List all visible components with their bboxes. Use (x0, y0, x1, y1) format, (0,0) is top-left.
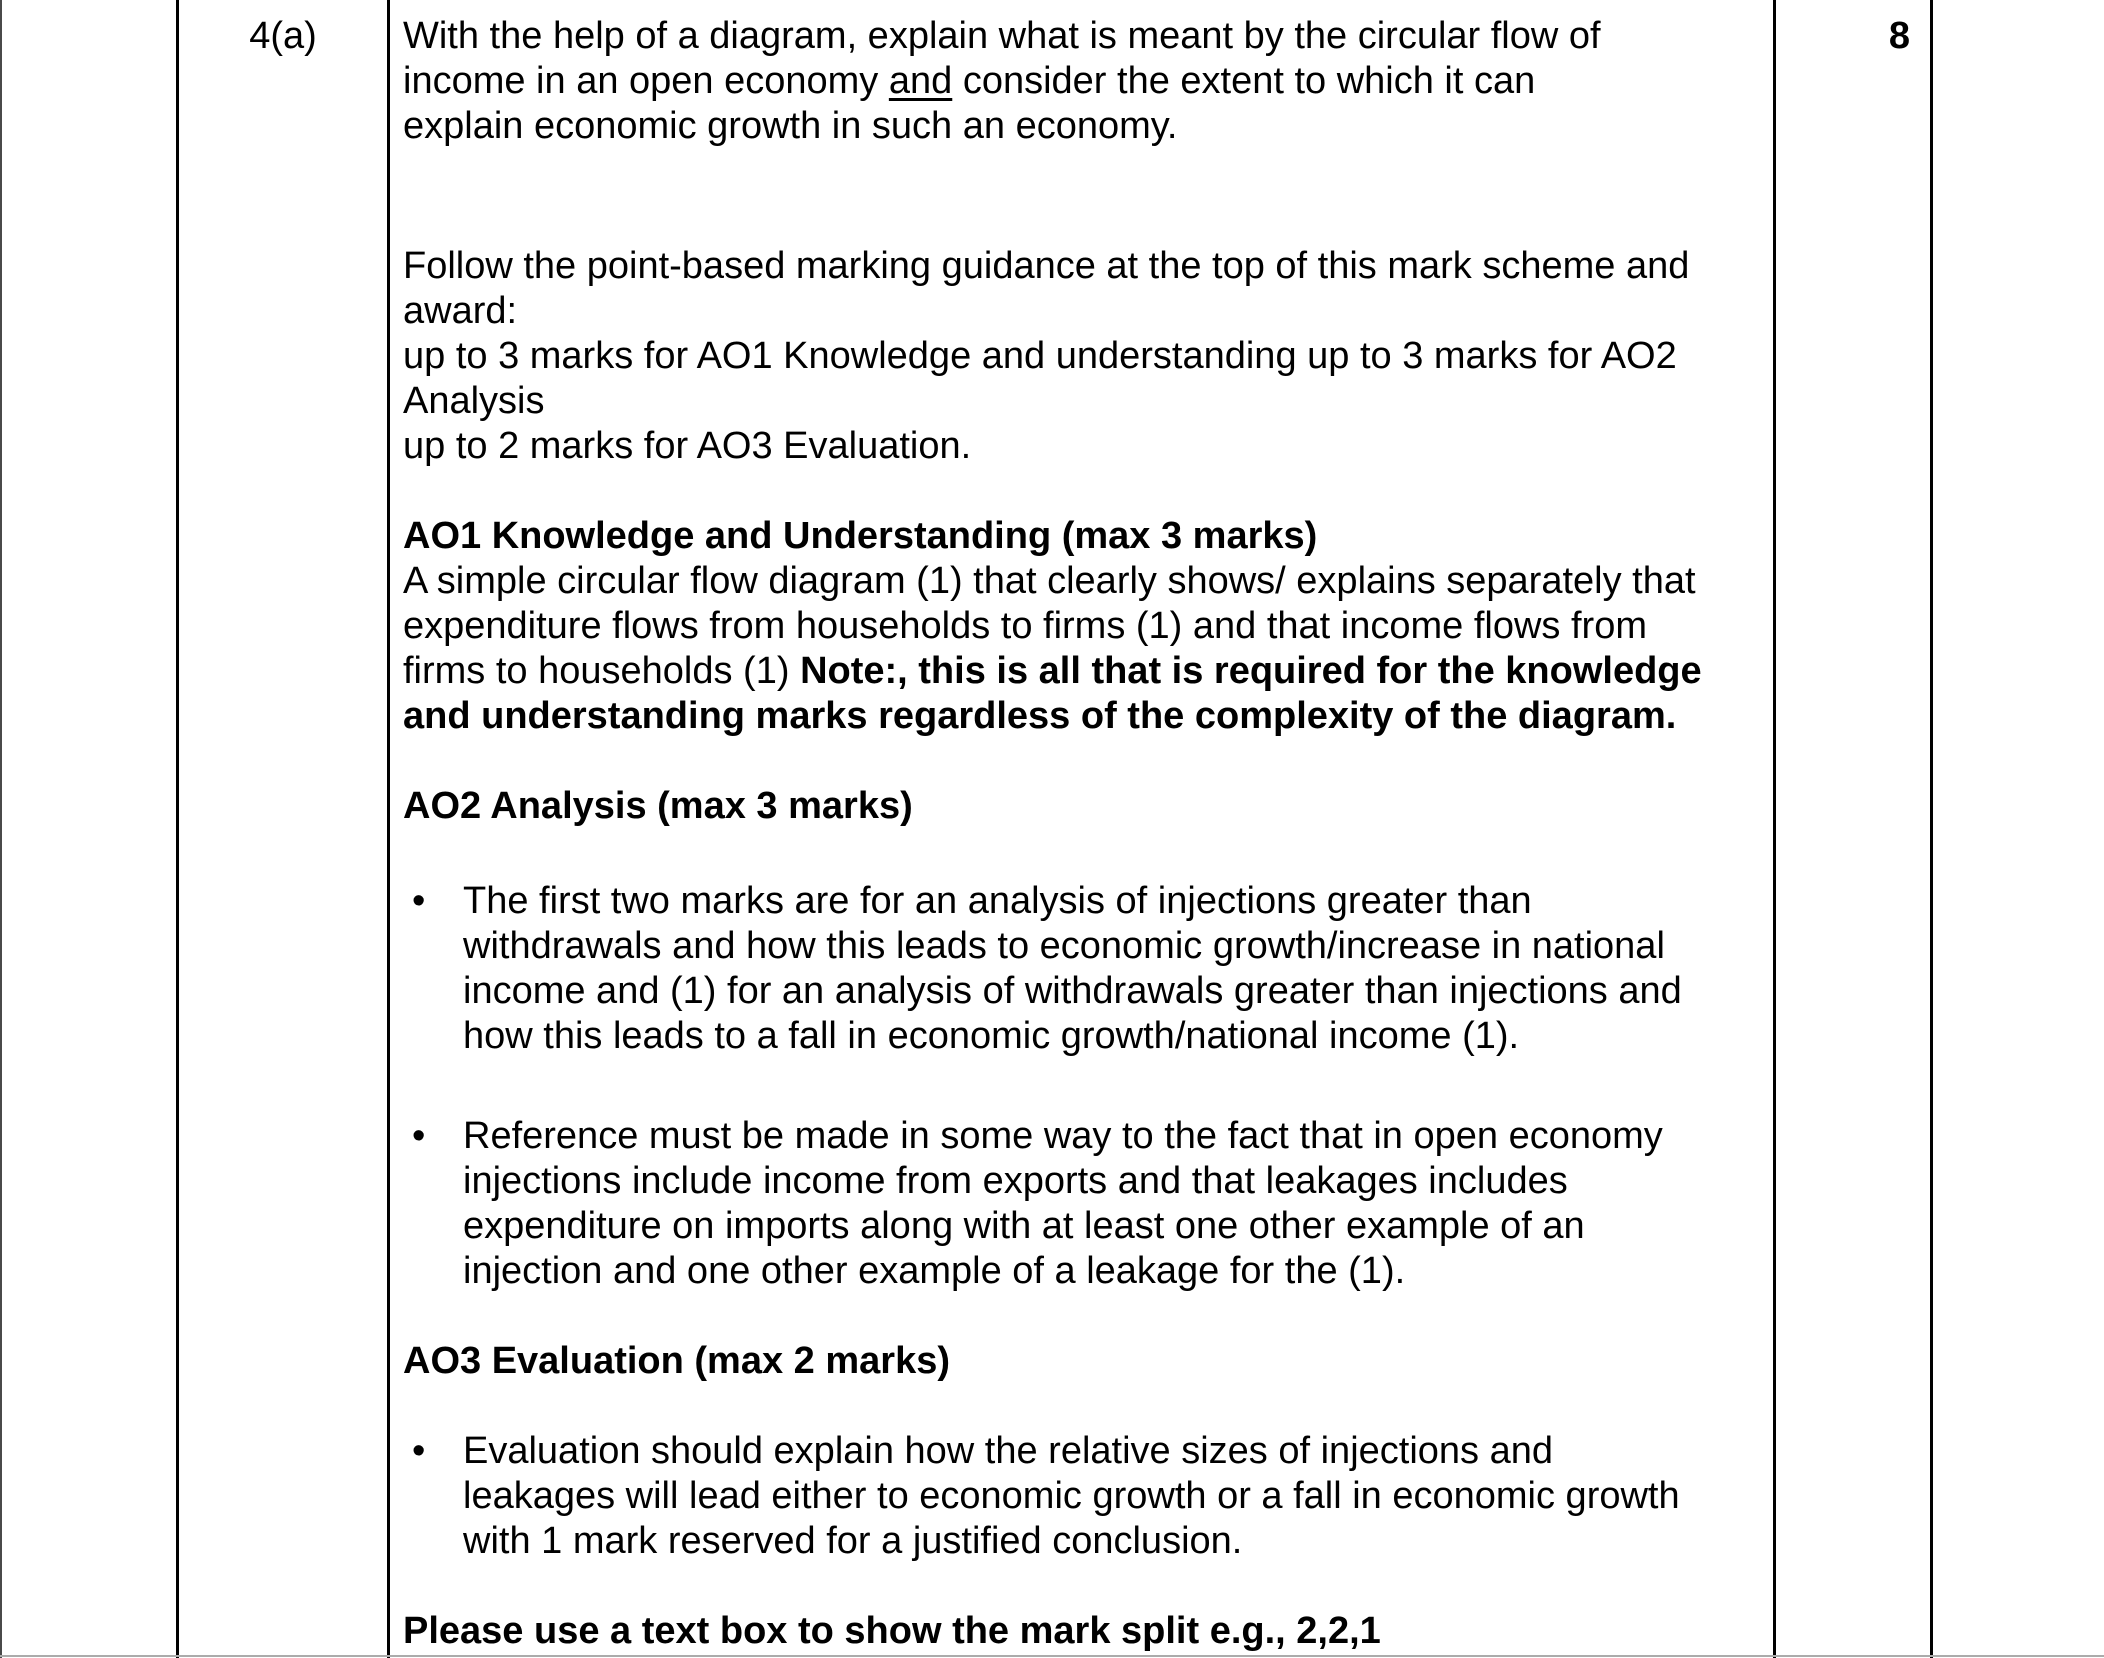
right-spacer-cell (1933, 0, 2104, 1658)
answer-cell (387, 0, 1773, 1658)
ao2-bullet-first-marks (403, 879, 1763, 1059)
ao3-heading: AO3 Evaluation (max 2 marks) (403, 1340, 950, 1382)
question-number-cell (176, 0, 387, 1658)
question-text: With the help of a diagram, explain what is meant by the circular flow of income in an open economy and consider the extent to which it can explain economic growth in such an economy. (403, 15, 1601, 147)
ao3-bullet-evaluation (403, 1429, 1763, 1564)
bullet-icon: • (412, 880, 426, 922)
mark-split-note: Please use a text box to show the mark split e.g., 2,2,1 (403, 1610, 1381, 1652)
bullet-icon: • (412, 1115, 426, 1157)
question-number: 4(a) (249, 15, 317, 57)
ao2-heading: AO2 Analysis (max 3 marks) (403, 785, 913, 827)
ao2-bullet-open-economy (403, 1114, 1763, 1294)
marks-cell (1773, 0, 1933, 1658)
marks-value: 8 (1888, 15, 1910, 57)
bullet-text: Reference must be made in some way to the fact that in open economy injections include income from exports and that leakages includes expenditure on imports along with at least one other example of an injection and one other example of a leakage for the (1). (463, 1115, 1663, 1292)
bullet-text: The first two marks are for an analysis of injections greater than withdrawals and how this leads to economic growth/increase in national income and (1) for an analysis of withdrawals greater than injections and how this leads to a fall in economic growth/national income (1). (463, 880, 1682, 1057)
marking-guidance-paragraph: Follow the point-based marking guidance at the top of this mark scheme and award: up to 3 marks for AO1 Knowledge and understanding up to 3 marks for AO2 Analysis up to 2 marks for AO3 Evaluation. (403, 245, 1690, 467)
row-bottom-border (0, 1655, 2104, 1657)
bullet-icon: • (412, 1430, 426, 1472)
left-spacer-cell (0, 0, 176, 1658)
ao1-section: AO1 Knowledge and Understanding (max 3 marks) A simple circular flow diagram (1) that clearly shows/ explains separately that expenditure flows from households to firms (1) and that income flows from firms to households (1) Note:, this is all that is required for the knowledge and understanding marks regardless of the complexity of the diagram. (403, 515, 1702, 737)
bullet-text: Evaluation should explain how the relative sizes of injections and leakages will lead either to economic growth or a fall in economic growth with 1 mark reserved for a justified conclusion. (463, 1430, 1680, 1562)
